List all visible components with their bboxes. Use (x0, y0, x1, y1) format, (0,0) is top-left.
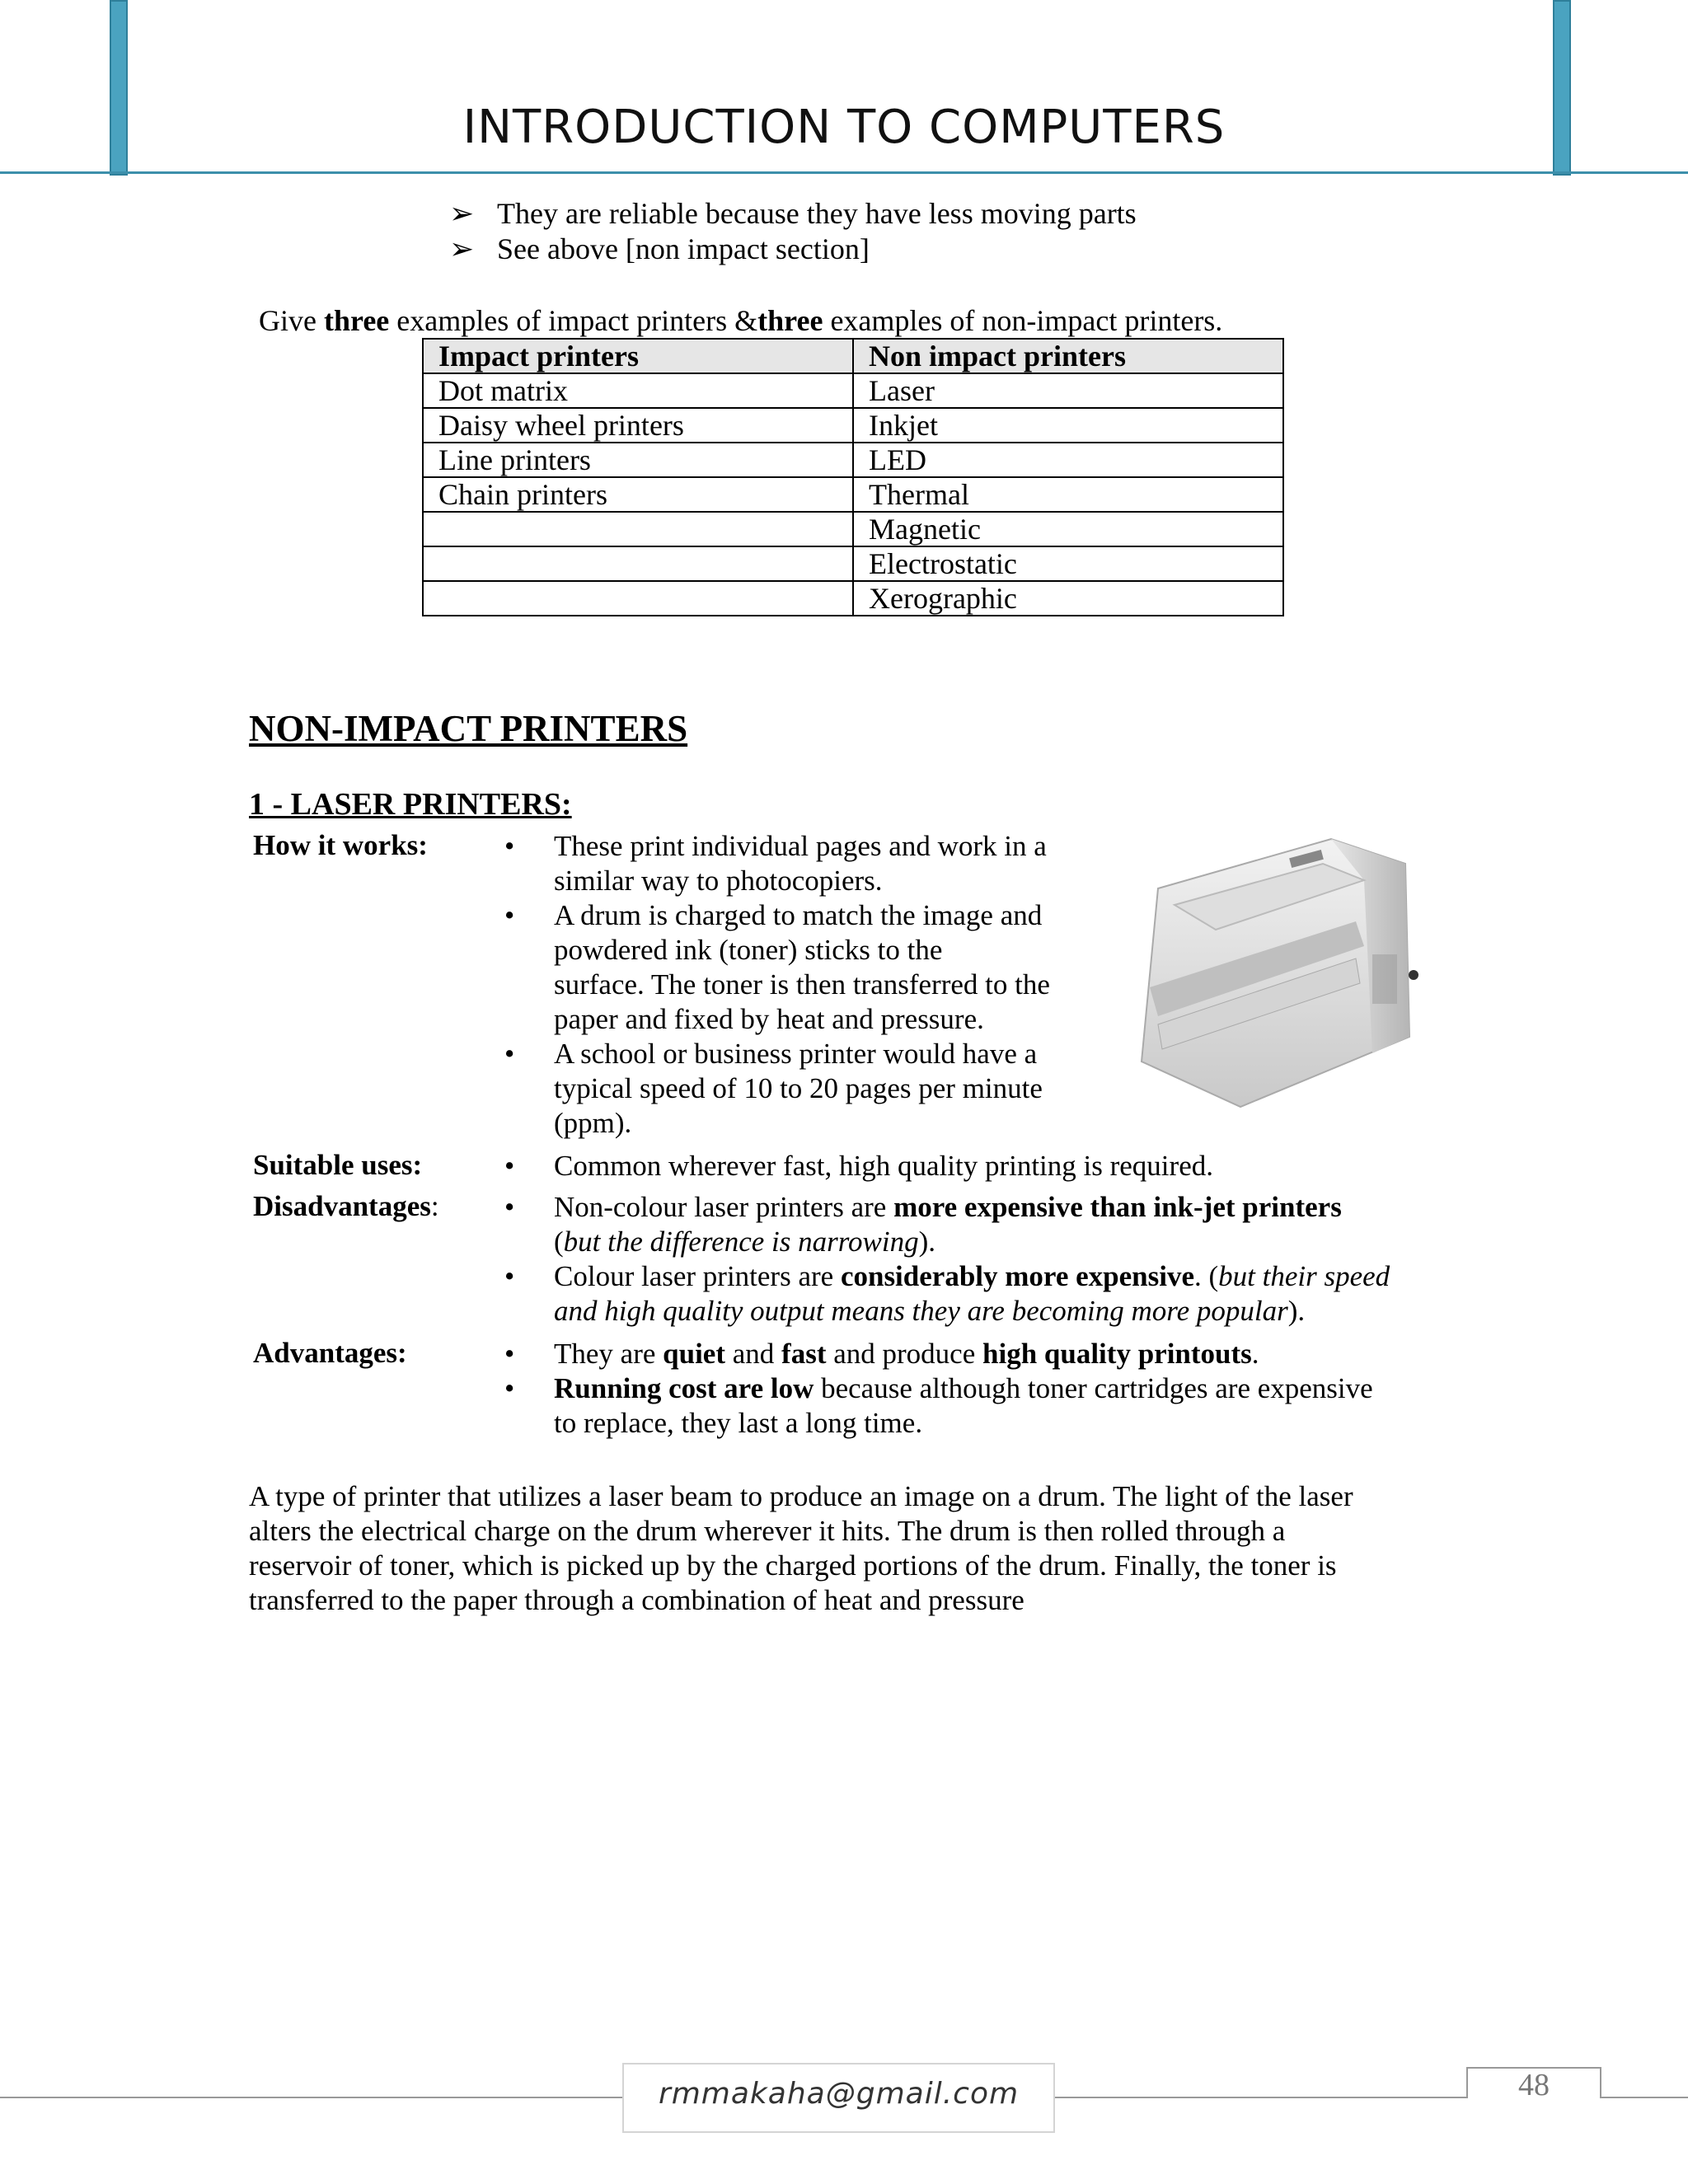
table-cell: Xerographic (853, 581, 1283, 616)
label-how-it-works: How it works: (253, 829, 428, 861)
table-row (423, 373, 1283, 408)
footer-email: rmmakaha@gmail.com (658, 2077, 1020, 2111)
arrow-item: ➢ They are reliable because they have less moving parts (449, 197, 1137, 230)
table-row (423, 512, 1283, 546)
subsection-title: 1 - LASER PRINTERS: (249, 787, 572, 822)
suitable-uses-list (495, 1149, 1213, 1183)
table-cell: Daisy wheel printers (423, 408, 853, 443)
bullet-icon: • (504, 1338, 515, 1370)
laser-printer-image (1125, 831, 1438, 1115)
header-rule (0, 171, 1688, 174)
bullet-icon: • (504, 1260, 515, 1292)
list-item: • These print individual pages and work in a similar way to photocopiers. (504, 830, 1047, 897)
arrow-list (449, 196, 1137, 267)
list-item: • Non-colour laser printers are more expensive than ink-jet printers (but the difference is narrowing). (504, 1191, 1342, 1258)
table-cell (423, 512, 853, 546)
table-cell: Dot matrix (423, 373, 853, 408)
bullet-icon: • (504, 899, 515, 931)
footer-rule-left (0, 2097, 622, 2098)
bullet-icon: • (504, 1372, 515, 1404)
bullet-icon: • (504, 830, 515, 862)
table-cell: LED (853, 443, 1283, 477)
table-row (423, 408, 1283, 443)
table-cell: Thermal (853, 477, 1283, 512)
list-item: • Running cost are low because although toner cartridges are expensive to replace, they last a long time. (504, 1372, 1373, 1439)
list-item: • Colour laser printers are considerably more expensive. (but their speed and high quality output means they are becoming more popular). (504, 1260, 1390, 1327)
how-it-works-list (495, 829, 1050, 1141)
advantages-list (495, 1337, 1373, 1441)
table-cell (423, 546, 853, 581)
list-item: • They are quiet and fast and produce high quality printouts. (504, 1338, 1259, 1370)
bullet-icon: • (504, 1150, 515, 1182)
list-item: • A school or business printer would have a typical speed of 10 to 20 pages per minute (ppm). (504, 1038, 1043, 1139)
table-header-row (423, 339, 1283, 373)
table-row (423, 477, 1283, 512)
table-cell: Chain printers (423, 477, 853, 512)
arrow-bullet-icon: ➢ (449, 197, 475, 230)
list-item: • Common wherever fast, high quality printing is required. (504, 1150, 1213, 1182)
table-cell: Magnetic (853, 512, 1283, 546)
table-row (423, 581, 1283, 616)
table-cell: Line printers (423, 443, 853, 477)
table-header-impact: Impact printers (423, 339, 853, 373)
question-text: Give three examples of impact printers &three examples of non-impact printers. (259, 304, 1223, 337)
page-title: INTRODUCTION TO COMPUTERS (462, 101, 1226, 154)
bullet-icon: • (504, 1038, 515, 1070)
label-disadvantages: Disadvantages: (253, 1190, 439, 1222)
table-row (423, 546, 1283, 581)
label-suitable-uses: Suitable uses: (253, 1149, 423, 1181)
printer-table (422, 338, 1284, 616)
table-cell: Laser (853, 373, 1283, 408)
table-header-non-impact: Non impact printers (853, 339, 1283, 373)
list-item: • A drum is charged to match the image and powdered ink (toner) sticks to the surface. The toner is then transferred to the paper and fixed by heat and pressure. (504, 899, 1050, 1035)
table-row (423, 443, 1283, 477)
table-cell: Inkjet (853, 408, 1283, 443)
table-cell (423, 581, 853, 616)
bullet-icon: • (504, 1191, 515, 1223)
arrow-bullet-icon: ➢ (449, 232, 475, 265)
page-number: 48 (1518, 2068, 1550, 2102)
footer-rule-middle (1055, 2097, 1466, 2098)
label-advantages: Advantages: (253, 1337, 407, 1369)
arrow-item: ➢ See above [non impact section] (449, 232, 870, 265)
table-cell: Electrostatic (853, 546, 1283, 581)
footer-rule-right (1601, 2097, 1688, 2098)
description-paragraph: A type of printer that utilizes a laser beam to produce an image on a drum. The light of the laser alters the electrical charge on the drum wherever it hits. The drum is then rolled through a reservoir of toner, which is picked up by the charged portions of the drum. Finally, the toner is transferred to the paper through a combination of heat and pressure (249, 1480, 1353, 1616)
section-title: NON-IMPACT PRINTERS (249, 708, 688, 749)
disadvantages-list (495, 1190, 1390, 1329)
